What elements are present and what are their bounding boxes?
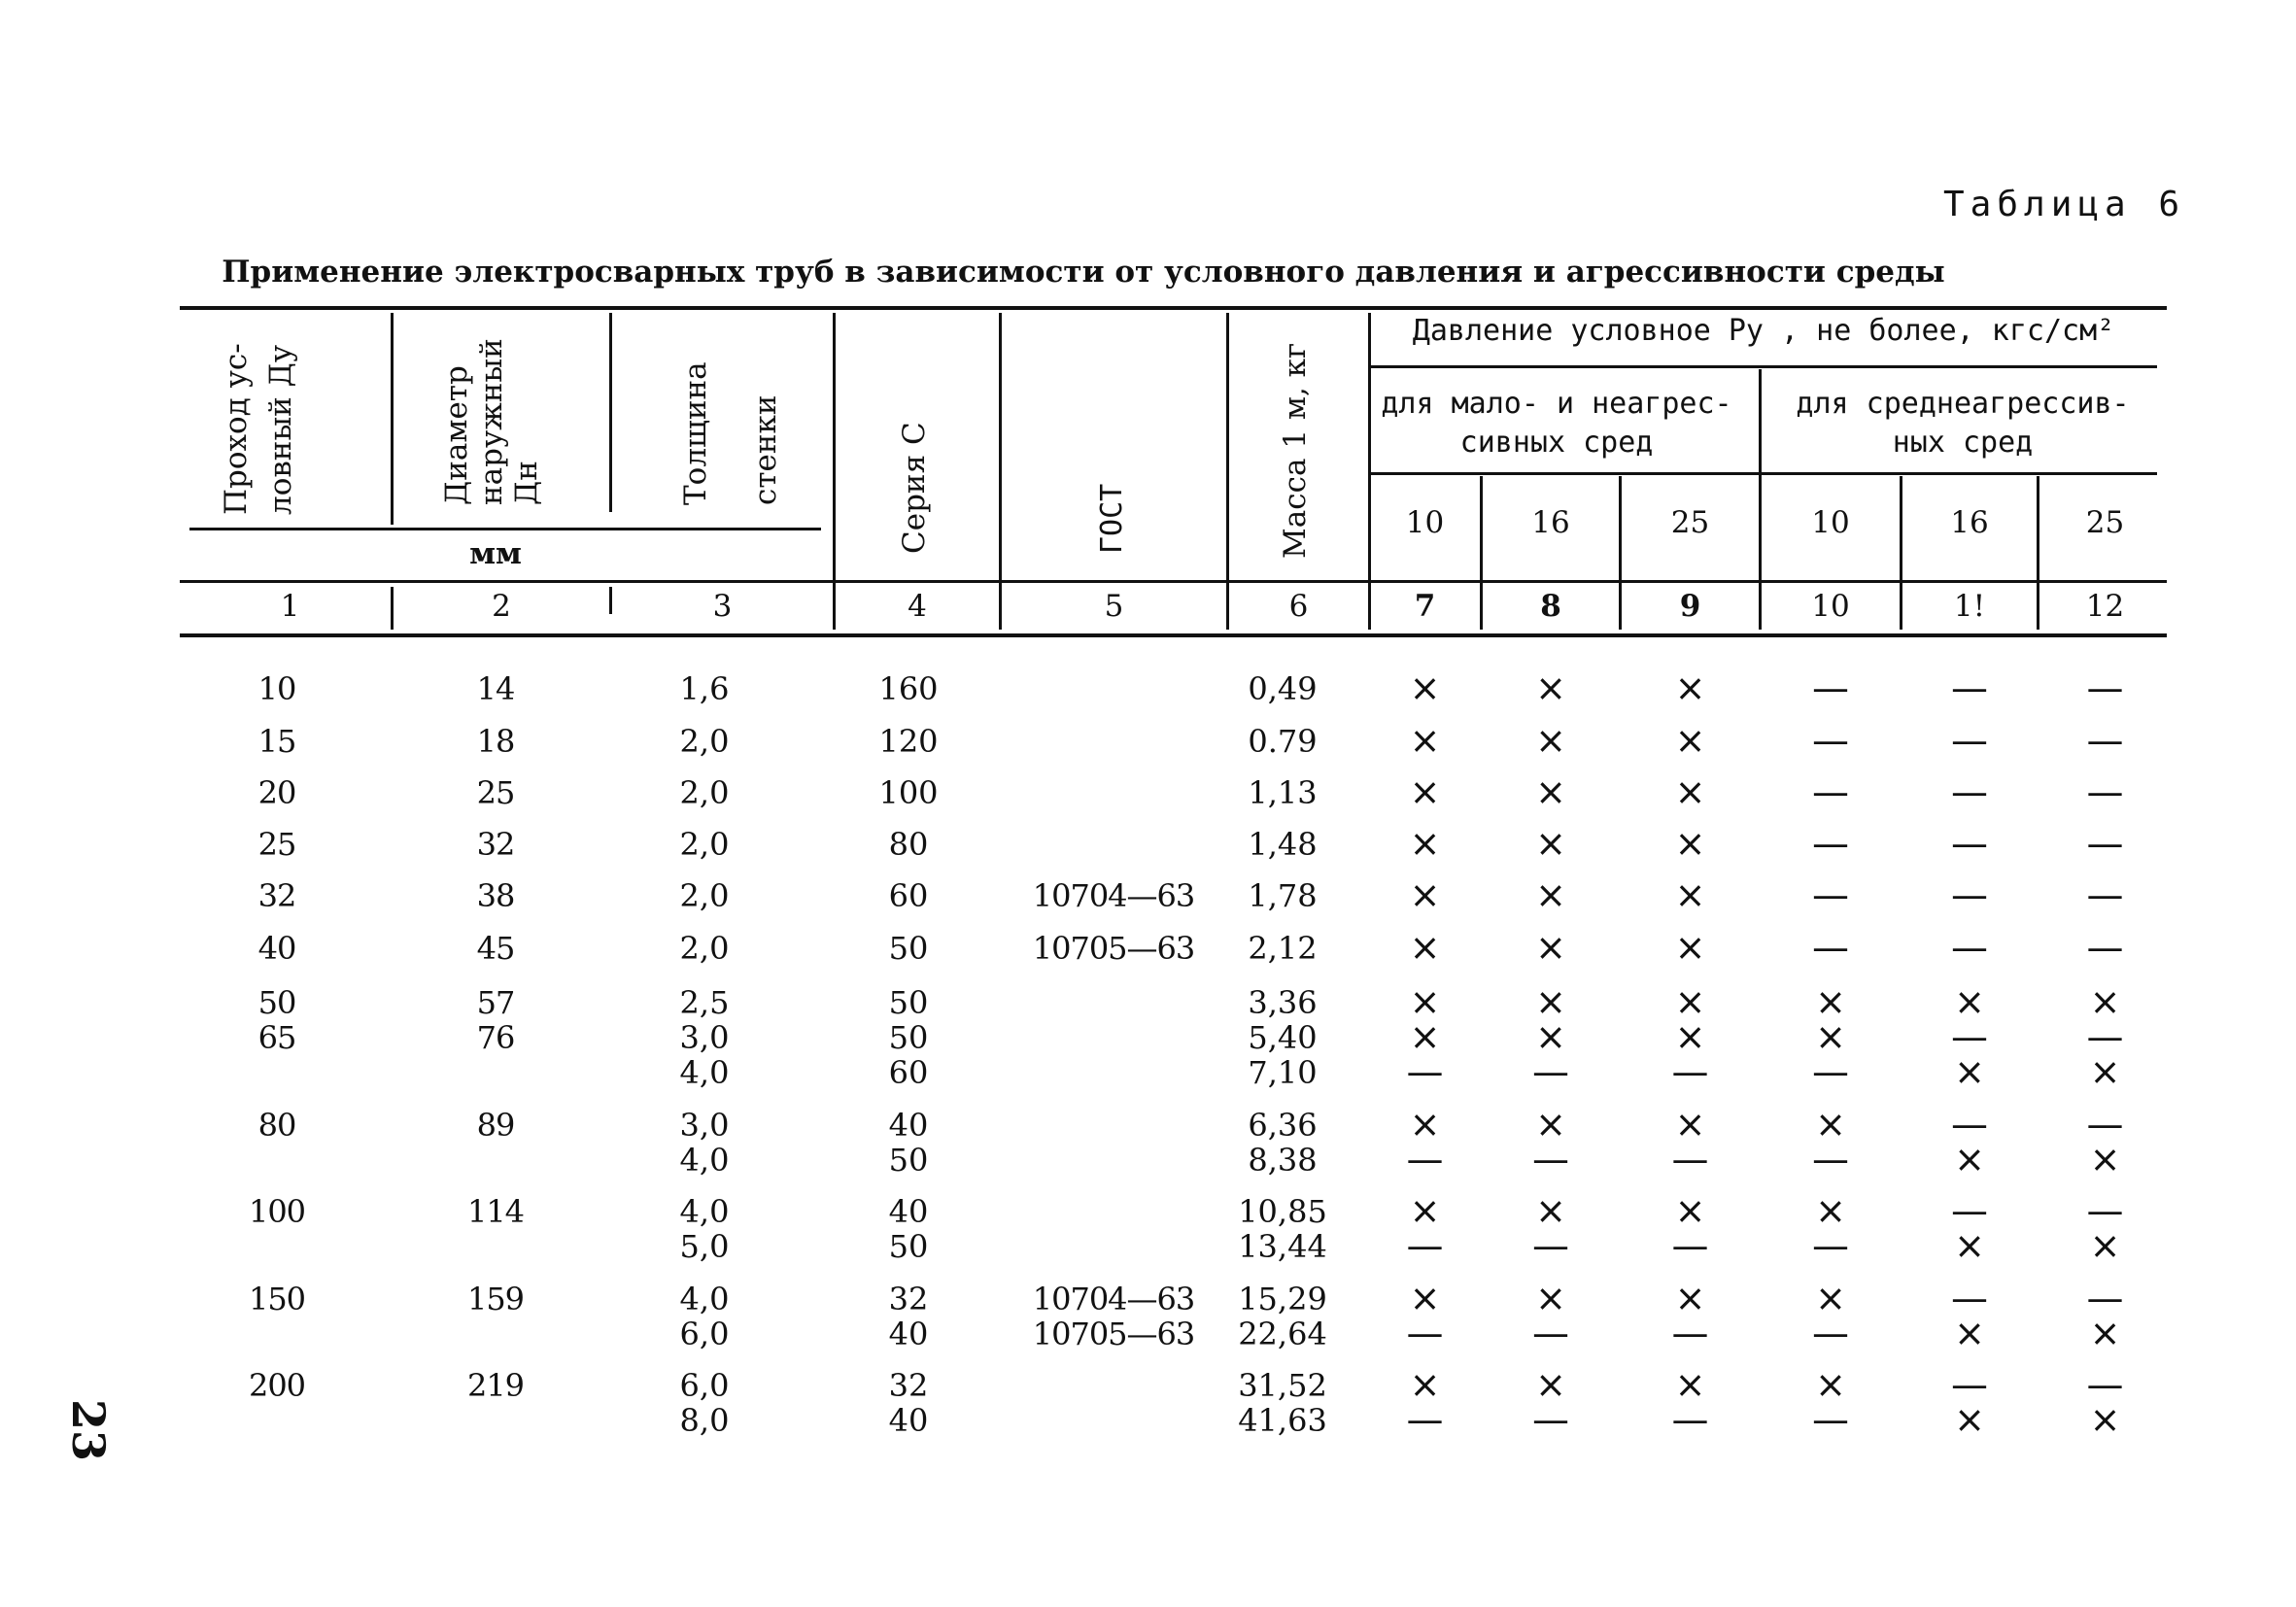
header-series: Серия С xyxy=(897,422,932,554)
cell-pressure-mark: × xyxy=(1674,822,1706,865)
cell-nominal-bore: 200 xyxy=(248,1367,306,1404)
cell-pressure-mark: × xyxy=(1409,667,1441,709)
cell-pressure-mark: × xyxy=(1815,1363,1846,1406)
cell-pressure-mark: × xyxy=(2089,1050,2121,1093)
cell-pressure-mark: — xyxy=(2086,719,2124,762)
cell-outer-diameter: 159 xyxy=(466,1281,525,1317)
cell-nominal-bore: 32 xyxy=(257,877,296,914)
cell-pressure-mark: × xyxy=(1535,926,1566,969)
cell-mass: 22,64 xyxy=(1238,1316,1327,1352)
cell-mass: 3,36 xyxy=(1248,984,1318,1021)
cell-series: 40 xyxy=(888,1316,929,1352)
cell-mass: 31,52 xyxy=(1238,1367,1327,1404)
cell-pressure-mark: × xyxy=(1409,926,1441,969)
cell-pressure-mark: — xyxy=(1812,926,1849,969)
cell-pressure-mark: × xyxy=(1535,980,1566,1023)
table-caption: Таблица 6 xyxy=(1943,185,2186,224)
cell-pressure-mark: — xyxy=(1671,1224,1709,1267)
cell-pressure-mark: — xyxy=(1812,719,1849,762)
cell-wall-thickness: 3,0 xyxy=(679,1107,730,1144)
cell-pressure-mark: × xyxy=(1535,667,1566,709)
cell-pressure-mark: × xyxy=(1535,719,1566,762)
cell-pressure-mark: — xyxy=(1406,1398,1444,1441)
cell-outer-diameter: 76 xyxy=(476,1019,515,1056)
cell-pressure-mark: × xyxy=(1815,1103,1846,1145)
cell-pressure-mark: × xyxy=(1409,1189,1441,1232)
pressure-value: 10 xyxy=(1405,505,1445,540)
cell-pressure-mark: — xyxy=(1532,1312,1569,1354)
column-number: 1! xyxy=(1953,589,1986,624)
cell-wall-thickness: 2,0 xyxy=(679,930,730,967)
rule-groups xyxy=(1370,472,2157,475)
cell-pressure-mark: × xyxy=(1674,873,1706,916)
cell-outer-diameter: 45 xyxy=(476,930,515,967)
pressure-value: 16 xyxy=(1950,505,1989,540)
rule-mm-top xyxy=(189,528,821,530)
cell-pressure-mark: × xyxy=(1409,980,1441,1023)
cell-series: 50 xyxy=(888,1019,929,1056)
cell-pressure-mark: — xyxy=(1532,1398,1569,1441)
cell-pressure-mark: — xyxy=(1812,822,1849,865)
cell-pressure-mark: — xyxy=(1951,667,1988,709)
cell-pressure-mark: × xyxy=(2089,1398,2121,1441)
cell-series: 100 xyxy=(878,774,939,811)
cell-pressure-mark: — xyxy=(1532,1138,1569,1180)
column-number: 12 xyxy=(2085,589,2125,624)
header-wall-thickness: Толщина стенки xyxy=(678,361,783,505)
cell-pressure-mark: — xyxy=(1951,1363,1988,1406)
cell-mass: 41,63 xyxy=(1238,1402,1327,1439)
cell-wall-thickness: 8,0 xyxy=(679,1402,730,1439)
cell-pressure-mark: — xyxy=(1951,1277,1988,1319)
header-mass: Масса 1 м, кг xyxy=(1278,342,1313,559)
column-number: 4 xyxy=(908,589,927,624)
cell-wall-thickness: 3,0 xyxy=(679,1019,730,1056)
cell-outer-diameter: 18 xyxy=(476,723,515,760)
cell-series: 80 xyxy=(888,826,929,863)
cell-nominal-bore: 40 xyxy=(257,930,296,967)
header-mm: мм xyxy=(469,536,522,571)
cell-outer-diameter: 89 xyxy=(476,1107,515,1144)
cell-pressure-mark: × xyxy=(2089,980,2121,1023)
cell-wall-thickness: 4,0 xyxy=(679,1054,730,1091)
column-number: 7 xyxy=(1414,589,1436,624)
cell-nominal-bore: 80 xyxy=(257,1107,296,1144)
column-number: 2 xyxy=(492,589,511,624)
cell-pressure-mark: × xyxy=(1674,770,1706,813)
header-outer-diameter: Диаметр наружный Дн xyxy=(439,338,544,505)
cell-pressure-mark: × xyxy=(1674,1277,1706,1319)
cell-pressure-mark: × xyxy=(1535,770,1566,813)
header-group-low: для мало- и неагрес- сивных сред xyxy=(1381,387,1732,460)
cell-mass: 13,44 xyxy=(1238,1228,1327,1265)
cell-nominal-bore: 65 xyxy=(257,1019,296,1056)
cell-pressure-mark: × xyxy=(1954,1050,1985,1093)
cell-wall-thickness: 2,0 xyxy=(679,723,730,760)
cell-pressure-mark: — xyxy=(2086,770,2124,813)
cell-outer-diameter: 114 xyxy=(466,1193,525,1230)
cell-pressure-mark: × xyxy=(1409,1363,1441,1406)
cell-nominal-bore: 15 xyxy=(257,723,296,760)
cell-series: 40 xyxy=(888,1107,929,1144)
cell-pressure-mark: — xyxy=(1532,1224,1569,1267)
cell-pressure-mark: × xyxy=(1815,980,1846,1023)
cell-pressure-mark: × xyxy=(1535,1277,1566,1319)
cell-pressure-mark: — xyxy=(1951,1189,1988,1232)
cell-pressure-mark: × xyxy=(1954,1224,1985,1267)
cell-pressure-mark: × xyxy=(1815,1015,1846,1058)
cell-mass: 0.79 xyxy=(1248,723,1318,760)
cell-wall-thickness: 6,0 xyxy=(679,1367,730,1404)
cell-pressure-mark: × xyxy=(1954,980,1985,1023)
column-number: 10 xyxy=(1811,589,1850,624)
cell-mass: 6,36 xyxy=(1248,1107,1318,1144)
cell-pressure-mark: × xyxy=(1535,1103,1566,1145)
cell-wall-thickness: 2,0 xyxy=(679,877,730,914)
cell-pressure-mark: × xyxy=(1535,822,1566,865)
cell-pressure-mark: — xyxy=(1951,926,1988,969)
cell-gost: 10704—63 xyxy=(1032,1281,1195,1317)
cell-pressure-mark: × xyxy=(1409,822,1441,865)
cell-pressure-mark: — xyxy=(2086,667,2124,709)
cell-nominal-bore: 50 xyxy=(257,984,296,1021)
cell-pressure-mark: — xyxy=(1812,1138,1849,1180)
cell-series: 160 xyxy=(878,670,939,707)
cell-pressure-mark: — xyxy=(1671,1050,1709,1093)
cell-gost: 10705—63 xyxy=(1032,1316,1195,1352)
cell-series: 50 xyxy=(888,1142,929,1179)
header-pressure: Давление условное Ру , не более, кгс/см² xyxy=(1412,314,2115,348)
cell-pressure-mark: — xyxy=(1951,1015,1988,1058)
header-group-medium: для среднеагрессив- ных сред xyxy=(1796,387,2130,460)
cell-series: 60 xyxy=(888,877,929,914)
pressure-value: 16 xyxy=(1531,505,1570,540)
cell-pressure-mark: — xyxy=(1532,1050,1569,1093)
table-title: Применение электросварных труб в зависимости от условного давления и агрессивности среды xyxy=(222,255,1945,290)
cell-pressure-mark: — xyxy=(1812,873,1849,916)
column-number: 5 xyxy=(1104,589,1124,624)
cell-mass: 1,78 xyxy=(1248,877,1318,914)
header-gost: ГОСТ xyxy=(1095,483,1129,554)
cell-pressure-mark: — xyxy=(2086,822,2124,865)
cell-series: 50 xyxy=(888,984,929,1021)
cell-wall-thickness: 1,6 xyxy=(679,670,730,707)
cell-pressure-mark: × xyxy=(1954,1398,1985,1441)
cell-pressure-mark: × xyxy=(1409,719,1441,762)
vline-5 xyxy=(1226,313,1229,630)
cell-pressure-mark: × xyxy=(1535,1015,1566,1058)
cell-pressure-mark: × xyxy=(1535,1363,1566,1406)
cell-pressure-mark: — xyxy=(1951,873,1988,916)
cell-wall-thickness: 2,0 xyxy=(679,826,730,863)
rule-header-bottom xyxy=(180,633,2167,637)
cell-pressure-mark: — xyxy=(1671,1398,1709,1441)
cell-series: 32 xyxy=(888,1281,929,1317)
cell-wall-thickness: 4,0 xyxy=(679,1142,730,1179)
cell-pressure-mark: × xyxy=(1409,1103,1441,1145)
cell-pressure-mark: × xyxy=(1674,980,1706,1023)
cell-pressure-mark: — xyxy=(2086,1277,2124,1319)
cell-outer-diameter: 219 xyxy=(466,1367,525,1404)
rule-pressure xyxy=(1370,365,2157,368)
cell-pressure-mark: × xyxy=(1535,873,1566,916)
cell-pressure-mark: × xyxy=(2089,1138,2121,1180)
cell-mass: 1,13 xyxy=(1248,774,1318,811)
cell-mass: 5,40 xyxy=(1248,1019,1318,1056)
column-number: 6 xyxy=(1288,589,1309,624)
cell-pressure-mark: × xyxy=(1674,719,1706,762)
cell-wall-thickness: 4,0 xyxy=(679,1193,730,1230)
cell-wall-thickness: 4,0 xyxy=(679,1281,730,1317)
cell-pressure-mark: — xyxy=(1406,1050,1444,1093)
cell-pressure-mark: × xyxy=(2089,1224,2121,1267)
cell-pressure-mark: × xyxy=(1674,1103,1706,1145)
cell-pressure-mark: × xyxy=(2089,1312,2121,1354)
cell-mass: 2,12 xyxy=(1248,930,1318,967)
cell-pressure-mark: — xyxy=(1406,1224,1444,1267)
cell-outer-diameter: 57 xyxy=(476,984,515,1021)
cell-nominal-bore: 20 xyxy=(257,774,296,811)
cell-pressure-mark: × xyxy=(1409,1015,1441,1058)
cell-outer-diameter: 32 xyxy=(476,826,515,863)
cell-series: 32 xyxy=(888,1367,929,1404)
cell-mass: 15,29 xyxy=(1238,1281,1327,1317)
cell-pressure-mark: × xyxy=(1409,873,1441,916)
cell-pressure-mark: — xyxy=(1812,667,1849,709)
cell-pressure-mark: — xyxy=(1812,1312,1849,1354)
pressure-value: 25 xyxy=(1670,505,1710,540)
cell-pressure-mark: × xyxy=(1815,1277,1846,1319)
cell-pressure-mark: × xyxy=(1674,1015,1706,1058)
column-number: 9 xyxy=(1679,589,1701,624)
cell-pressure-mark: — xyxy=(1671,1312,1709,1354)
cell-pressure-mark: — xyxy=(1812,1398,1849,1441)
cell-pressure-mark: — xyxy=(1951,1103,1988,1145)
cell-series: 50 xyxy=(888,1228,929,1265)
rule-top xyxy=(180,306,2167,310)
cell-wall-thickness: 2,0 xyxy=(679,774,730,811)
cell-nominal-bore: 150 xyxy=(248,1281,306,1317)
cell-pressure-mark: — xyxy=(1406,1312,1444,1354)
cell-nominal-bore: 10 xyxy=(257,670,296,707)
cell-pressure-mark: — xyxy=(1406,1138,1444,1180)
cell-pressure-mark: × xyxy=(1674,1189,1706,1232)
header-nominal-bore: Проход ус- ловный Ду xyxy=(219,343,298,515)
cell-wall-thickness: 6,0 xyxy=(679,1316,730,1352)
cell-series: 50 xyxy=(888,930,929,967)
cell-pressure-mark: × xyxy=(1409,1277,1441,1319)
cell-pressure-mark: × xyxy=(1954,1138,1985,1180)
cell-pressure-mark: × xyxy=(1674,667,1706,709)
cell-pressure-mark: — xyxy=(1951,770,1988,813)
cell-pressure-mark: × xyxy=(1409,770,1441,813)
cell-pressure-mark: — xyxy=(2086,873,2124,916)
cell-wall-thickness: 2,5 xyxy=(679,984,730,1021)
vline-2 xyxy=(609,313,612,512)
cell-gost: 10704—63 xyxy=(1032,877,1195,914)
cell-pressure-mark: — xyxy=(2086,1363,2124,1406)
cell-gost: 10705—63 xyxy=(1032,930,1195,967)
cell-mass: 0,49 xyxy=(1248,670,1318,707)
cell-pressure-mark: × xyxy=(1674,1363,1706,1406)
cell-pressure-mark: × xyxy=(1954,1312,1985,1354)
vline-6 xyxy=(1368,313,1371,630)
cell-mass: 1,48 xyxy=(1248,826,1318,863)
column-number: 1 xyxy=(280,589,300,624)
vline-4 xyxy=(999,313,1002,630)
cell-pressure-mark: × xyxy=(1815,1189,1846,1232)
rule-colnum-top xyxy=(180,580,2167,583)
cell-pressure-mark: — xyxy=(1812,1050,1849,1093)
cell-series: 120 xyxy=(878,723,939,760)
cell-pressure-mark: — xyxy=(2086,926,2124,969)
cell-pressure-mark: — xyxy=(1951,719,1988,762)
cell-pressure-mark: × xyxy=(1535,1189,1566,1232)
cell-pressure-mark: — xyxy=(2086,1015,2124,1058)
cell-pressure-mark: — xyxy=(1671,1138,1709,1180)
cell-mass: 8,38 xyxy=(1248,1142,1318,1179)
cell-nominal-bore: 100 xyxy=(248,1193,306,1230)
pressure-value: 25 xyxy=(2085,505,2125,540)
cell-nominal-bore: 25 xyxy=(257,826,296,863)
cell-outer-diameter: 38 xyxy=(476,877,515,914)
cell-pressure-mark: — xyxy=(1951,822,1988,865)
column-number: 8 xyxy=(1540,589,1561,624)
cell-outer-diameter: 25 xyxy=(476,774,515,811)
vline-3 xyxy=(833,313,836,630)
cell-pressure-mark: — xyxy=(1812,770,1849,813)
cell-pressure-mark: — xyxy=(1812,1224,1849,1267)
cell-pressure-mark: × xyxy=(1674,926,1706,969)
cell-series: 60 xyxy=(888,1054,929,1091)
cell-mass: 7,10 xyxy=(1248,1054,1318,1091)
column-number: 3 xyxy=(712,589,733,624)
cell-pressure-mark: — xyxy=(2086,1189,2124,1232)
page-number: 23 xyxy=(62,1399,115,1462)
cell-outer-diameter: 14 xyxy=(476,670,515,707)
cell-pressure-mark: — xyxy=(2086,1103,2124,1145)
cell-mass: 10,85 xyxy=(1238,1193,1327,1230)
pressure-value: 10 xyxy=(1811,505,1850,540)
vline-1 xyxy=(391,313,394,525)
cell-series: 40 xyxy=(888,1402,929,1439)
cell-wall-thickness: 5,0 xyxy=(679,1228,730,1265)
cell-series: 40 xyxy=(888,1193,929,1230)
